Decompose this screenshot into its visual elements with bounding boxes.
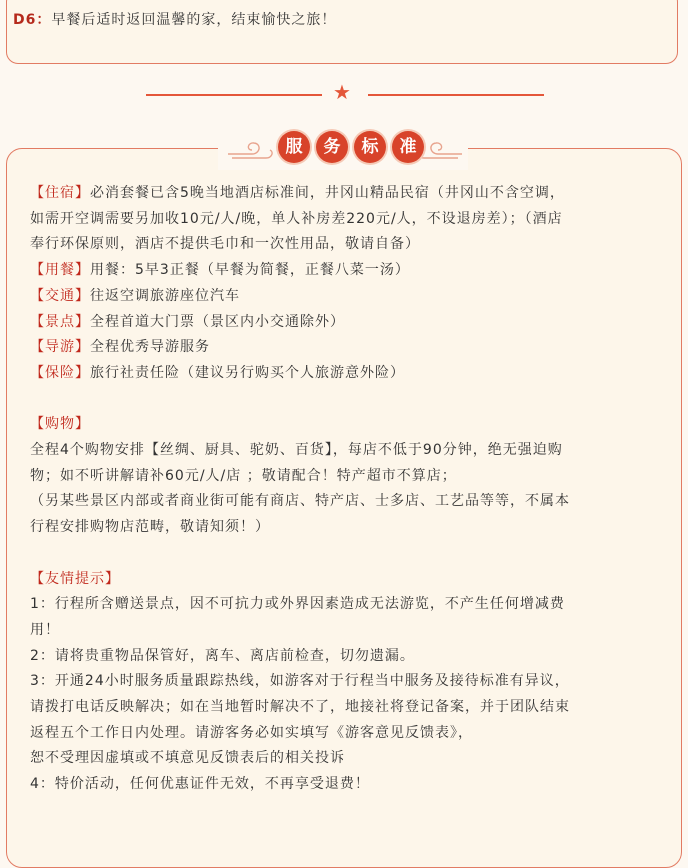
spacer	[30, 541, 660, 567]
scenic-text: 全程首道大门票（景区内小交通除外）	[90, 313, 345, 330]
shopping-line: （另某些景区内部或者商业街可能有商店、特产店、士多店、工艺品等等，不属本	[30, 493, 570, 510]
title-char: 服	[278, 131, 310, 163]
shopping-line: 物；如不听讲解请补60元/人/店 ；敬请配合！特产超市不算店；	[30, 467, 457, 484]
guide-label: 【导游】	[30, 339, 90, 356]
tips-line: 1：行程所含赠送景点，因不可抗力或外界因素造成无法游览，不产生任何增减费	[30, 596, 565, 613]
meal-line	[30, 258, 660, 284]
spacer	[30, 387, 660, 413]
transport-line	[30, 284, 660, 310]
accommodation-text: 必消套餐已含5晚当地酒店标准间，井冈山精品民宿（井冈山不含空调，	[90, 185, 565, 201]
title-char: 准	[392, 131, 424, 163]
shopping-line: 全程4个购物安排【丝绸、厨具、驼奶、百货】，每店不低于90分钟，绝无强迫购	[30, 442, 563, 459]
guide-line	[30, 335, 660, 361]
tips-line: 返程五个工作日内处理。请游客务必如实填写《游客意见反馈表》，	[30, 724, 473, 741]
scenic-line	[30, 310, 660, 336]
tips-line: 用！	[30, 621, 60, 638]
day-description: 早餐后适时返回温馨的家，结束愉快之旅！	[51, 12, 337, 28]
insurance-text: 旅行社责任险（建议另行购买个人旅游意外险）	[90, 364, 405, 381]
divider-line-right	[368, 94, 544, 96]
transport-label: 【交通】	[30, 287, 90, 304]
itinerary-day-6	[13, 9, 336, 29]
accommodation-line: 如需开空调需要另加收10元/人/晚，单人补房差220元/人，不设退房差）；（酒店	[30, 210, 563, 227]
tips-label: 【友情提示】	[30, 570, 120, 587]
service-content	[30, 181, 660, 798]
meal-text: 用餐：5早3正餐（早餐为简餐，正餐八菜一汤）	[90, 262, 410, 279]
guide-text: 全程优秀导游服务	[90, 339, 210, 356]
previous-itinerary-card	[6, 0, 678, 64]
shopping-label: 【购物】	[30, 416, 90, 433]
title-char: 标	[354, 131, 386, 163]
tips-line: 请拨打电话反映解决；如在当地暂时解决不了，地接社将登记备案，并于团队结束	[30, 699, 570, 716]
accommodation-line	[30, 181, 660, 207]
tips-line: 2：请将贵重物品保管好，离车、离店前检查，切勿遗漏。	[30, 647, 415, 664]
scenic-label: 【景点】	[30, 313, 90, 330]
meal-label: 【用餐】	[30, 262, 90, 279]
title-char: 务	[316, 131, 348, 163]
cloud-ornament-icon	[226, 138, 278, 160]
divider-line-left	[146, 94, 322, 96]
tips-line: 4：特价活动，任何优惠证件无效，不再享受退费！	[30, 776, 370, 793]
shopping-line: 行程安排购物店范畴，敬请知须！）	[30, 519, 270, 536]
transport-text: 往返空调旅游座位汽车	[90, 287, 240, 304]
insurance-line	[30, 361, 660, 387]
section-title	[278, 131, 424, 163]
tips-line: 3：开通24小时服务质量跟踪热线，如游客对于行程当中服务及接待标准有异议，	[30, 673, 570, 690]
accommodation-line: 奉行环保原则，酒店不提供毛巾和一次性用品，敬请自备）	[30, 236, 420, 253]
accommodation-label: 【住宿】	[30, 185, 90, 201]
star-icon: ★	[333, 80, 351, 104]
day-tag: D6：	[13, 12, 52, 28]
tips-line: 恕不受理因虚填或不填意见反馈表后的相关投诉	[30, 750, 345, 767]
insurance-label: 【保险】	[30, 364, 90, 381]
